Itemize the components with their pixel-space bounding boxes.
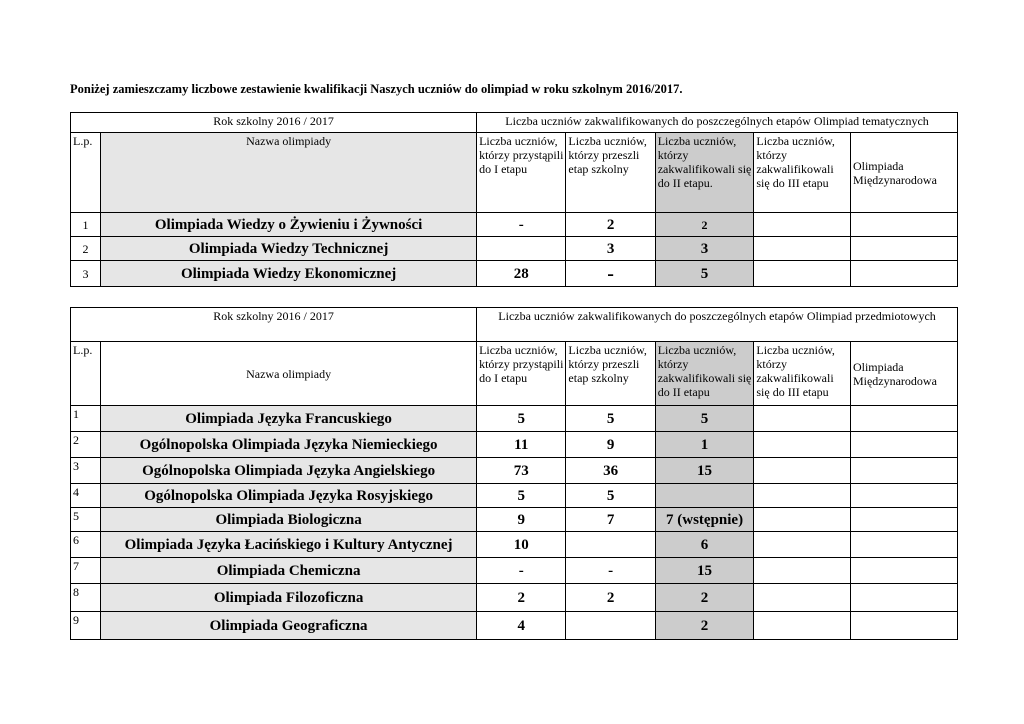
row-stage3-count xyxy=(754,484,851,508)
row-school-stage-count: - xyxy=(566,261,655,287)
row-olympiad-name: Olimpiada Biologiczna xyxy=(101,508,477,532)
row-school-stage-count: 2 xyxy=(566,584,655,612)
row-stage3-count xyxy=(754,612,851,640)
table-row xyxy=(71,261,958,287)
row-stage1-count: 28 xyxy=(477,261,566,287)
row-stage3-count xyxy=(754,558,851,584)
row-stage1-count: 73 xyxy=(477,458,566,484)
col-stage1-header: Liczba uczniów, którzy przystąpili do I etapu xyxy=(477,133,566,213)
row-stage1-count: - xyxy=(477,213,566,237)
col-school-stage-header: Liczba uczniów, którzy przeszli etap szkolny xyxy=(566,342,655,406)
row-lp: 1 xyxy=(71,213,101,237)
row-lp: 3 xyxy=(71,261,101,287)
row-olympiad-name: Olimpiada Filozoficzna xyxy=(101,584,477,612)
row-lp: 9 xyxy=(71,612,101,640)
table-row xyxy=(71,432,958,458)
row-school-stage-count: 5 xyxy=(566,484,655,508)
table-row xyxy=(71,484,958,508)
row-international-count xyxy=(850,213,957,237)
row-stage2-count: 6 xyxy=(655,532,754,558)
col-school-stage-header: Liczba uczniów, którzy przeszli etap szkolny xyxy=(566,133,655,213)
row-lp: 1 xyxy=(71,406,101,432)
row-olympiad-name: Olimpiada Wiedzy o Żywieniu i Żywności xyxy=(101,213,477,237)
row-stage3-count xyxy=(754,584,851,612)
row-stage2-count: 3 xyxy=(655,237,754,261)
row-stage2-count: 15 xyxy=(655,458,754,484)
row-stage3-count xyxy=(754,432,851,458)
table-row xyxy=(71,406,958,432)
intro-text: Poniżej zamieszczamy liczbowe zestawienie kwalifikacji Naszych uczniów do olimpiad w roku szkolnym 2016/2017. xyxy=(70,82,683,96)
row-school-stage-count: 7 xyxy=(566,508,655,532)
row-stage3-count xyxy=(754,213,851,237)
row-stage1-count: 5 xyxy=(477,484,566,508)
col-stage3-header: Liczba uczniów, którzy zakwalifikowali się do III etapu xyxy=(754,342,851,406)
row-olympiad-name: Olimpiada Języka Francuskiego xyxy=(101,406,477,432)
row-stage3-count xyxy=(754,261,851,287)
row-lp: 8 xyxy=(71,584,101,612)
row-international-count xyxy=(850,458,957,484)
table-row xyxy=(71,558,958,584)
year-header: Rok szkolny 2016 / 2017 xyxy=(71,308,477,342)
row-international-count xyxy=(850,432,957,458)
row-stage1-count: 2 xyxy=(477,584,566,612)
row-school-stage-count: 36 xyxy=(566,458,655,484)
year-header: Rok szkolny 2016 / 2017 xyxy=(71,113,477,133)
row-international-count xyxy=(850,558,957,584)
row-school-stage-count: - xyxy=(566,558,655,584)
row-olympiad-name: Olimpiada Języka Łacińskiego i Kultury Antycznej xyxy=(101,532,477,558)
col-international-header: Olimpiada Międzynarodowa xyxy=(850,342,957,406)
row-stage1-count: 10 xyxy=(477,532,566,558)
row-international-count xyxy=(850,508,957,532)
col-stage2-header: Liczba uczniów, którzy zakwalifikowali się do II etapu. xyxy=(655,133,754,213)
table-row xyxy=(71,213,958,237)
col-international-header: Olimpiada Międzynarodowa xyxy=(850,133,957,213)
row-stage2-count: 2 xyxy=(655,612,754,640)
row-stage3-count xyxy=(754,532,851,558)
row-school-stage-count xyxy=(566,612,655,640)
table-row xyxy=(71,237,958,261)
row-international-count xyxy=(850,237,957,261)
row-stage2-count: 2 xyxy=(655,213,754,237)
row-stage2-count: 2 xyxy=(655,584,754,612)
col-stage1-header: Liczba uczniów, którzy przystąpili do I etapu xyxy=(477,342,566,406)
row-stage3-count xyxy=(754,237,851,261)
row-international-count xyxy=(850,406,957,432)
row-olympiad-name: Ogólnopolska Olimpiada Języka Angielskiego xyxy=(101,458,477,484)
row-stage2-count: 7 (wstępnie) xyxy=(655,508,754,532)
col-lp-header: L.p. xyxy=(71,342,101,406)
table-row xyxy=(71,612,958,640)
row-stage2-count: 5 xyxy=(655,261,754,287)
row-olympiad-name: Ogólnopolska Olimpiada Języka Niemieckiego xyxy=(101,432,477,458)
row-olympiad-name: Olimpiada Geograficzna xyxy=(101,612,477,640)
row-olympiad-name: Olimpiada Wiedzy Ekonomicznej xyxy=(101,261,477,287)
row-stage2-count: 1 xyxy=(655,432,754,458)
row-stage1-count: 5 xyxy=(477,406,566,432)
row-olympiad-name: Olimpiada Chemiczna xyxy=(101,558,477,584)
table-row xyxy=(71,508,958,532)
row-international-count xyxy=(850,584,957,612)
subject-olympiads-table xyxy=(70,307,958,640)
row-stage3-count xyxy=(754,508,851,532)
table-row xyxy=(71,532,958,558)
row-stage2-count: 5 xyxy=(655,406,754,432)
row-lp: 3 xyxy=(71,458,101,484)
row-olympiad-name: Ogólnopolska Olimpiada Języka Rosyjskiego xyxy=(101,484,477,508)
stages-header: Liczba uczniów zakwalifikowanych do poszczególnych etapów Olimpiad przedmiotowych xyxy=(477,308,958,342)
row-stage1-count: 9 xyxy=(477,508,566,532)
row-lp: 6 xyxy=(71,532,101,558)
row-school-stage-count xyxy=(566,532,655,558)
row-stage3-count xyxy=(754,458,851,484)
row-lp: 2 xyxy=(71,237,101,261)
row-international-count xyxy=(850,532,957,558)
col-name-header: Nazwa olimpiady xyxy=(101,133,477,213)
row-stage1-count: - xyxy=(477,558,566,584)
row-stage1-count: 4 xyxy=(477,612,566,640)
row-stage2-count xyxy=(655,484,754,508)
thematic-olympiads-table xyxy=(70,112,958,287)
row-stage1-count: 11 xyxy=(477,432,566,458)
row-lp: 5 xyxy=(71,508,101,532)
stages-header: Liczba uczniów zakwalifikowanych do poszczególnych etapów Olimpiad tematycznych xyxy=(477,113,958,133)
row-stage3-count xyxy=(754,406,851,432)
row-school-stage-count: 2 xyxy=(566,213,655,237)
row-school-stage-count: 5 xyxy=(566,406,655,432)
row-school-stage-count: 3 xyxy=(566,237,655,261)
row-lp: 7 xyxy=(71,558,101,584)
row-international-count xyxy=(850,484,957,508)
row-stage2-count: 15 xyxy=(655,558,754,584)
col-name-header: Nazwa olimpiady xyxy=(101,342,477,406)
row-school-stage-count: 9 xyxy=(566,432,655,458)
table-row xyxy=(71,458,958,484)
col-stage3-header: Liczba uczniów, którzy zakwalifikowali się do III etapu xyxy=(754,133,851,213)
row-olympiad-name: Olimpiada Wiedzy Technicznej xyxy=(101,237,477,261)
col-lp-header: L.p. xyxy=(71,133,101,213)
row-stage1-count xyxy=(477,237,566,261)
row-lp: 2 xyxy=(71,432,101,458)
page-bottom-margin xyxy=(0,642,1024,724)
col-stage2-header: Liczba uczniów, którzy zakwalifikowali się do II etapu xyxy=(655,342,754,406)
table-row xyxy=(71,584,958,612)
row-international-count xyxy=(850,261,957,287)
row-international-count xyxy=(850,612,957,640)
row-lp: 4 xyxy=(71,484,101,508)
